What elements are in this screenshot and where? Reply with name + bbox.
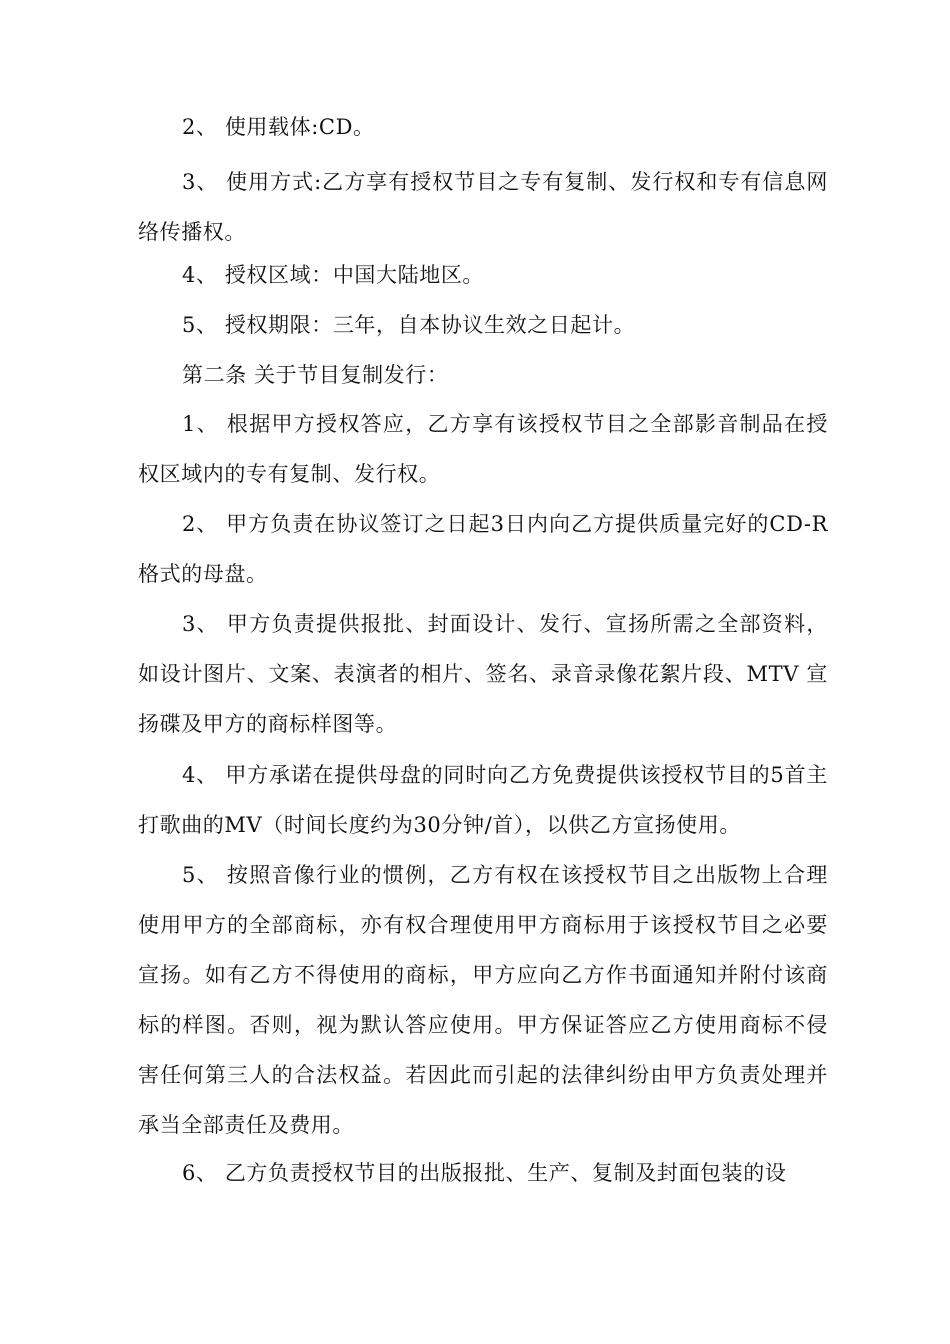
clause-region: 4、 授权区域：中国大陆地区。 [182, 263, 485, 287]
clause-publishing: 6、 乙方负责授权节目的出版报批、生产、复制及封面包装的设 [182, 1161, 787, 1185]
clause-materials: 3、 甲方负责提供报批、封面设计、发行、宣扬所需之全部资料， 如设计图片、文案、表演者的相片、签名、录音录像花絮片段、MTV 宣扬碟及甲方的商标样图等。 [138, 612, 828, 736]
clause-music-videos: 4、 甲方承诺在提供母盘的同时向乙方免费提供该授权节目的5首主打歌曲的MV（时间长度约为30分钟/首），以供乙方宣扬使用。 [138, 763, 828, 837]
clause-exclusive-rights: 1、 根据甲方授权答应，乙方享有该授权节目之全部影音制品在授权区域内的专有复制、发行权。 [138, 412, 828, 486]
clause-carrier: 2、 使用载体:CD。 [182, 115, 375, 139]
clause-trademarks: 5、 按照音像行业的惯例，乙方有权在该授权节目之出版物上合理使用甲方的全部商标，亦有权合理使用甲方商标用于该授权节目之必要宣扬。如有乙方不得使用的商标，甲方应向乙方作书面通知并附付该商标的样图。否则，视为默认答应使用。甲方保证答应乙方使用商标不侵害任何第三人的合法权益。若因此而引起的法律纠纷由甲方负责处理并承当全部责任及费用。 [138, 863, 828, 1137]
clause-term: 5、 授权期限：三年，自本协议生效之日起计。 [182, 313, 636, 337]
clause-usage-method: 3、 使用方式:乙方享有授权节目之专有复制、发行权和专有信息网络传播权。 [138, 170, 828, 244]
article-two-heading: 第二条 关于节目复制发行： [182, 363, 449, 387]
clause-master-disc: 2、 甲方负责在协议签订之日起3日内向乙方提供质量完好的CD-R格式的母盘。 [138, 512, 828, 586]
